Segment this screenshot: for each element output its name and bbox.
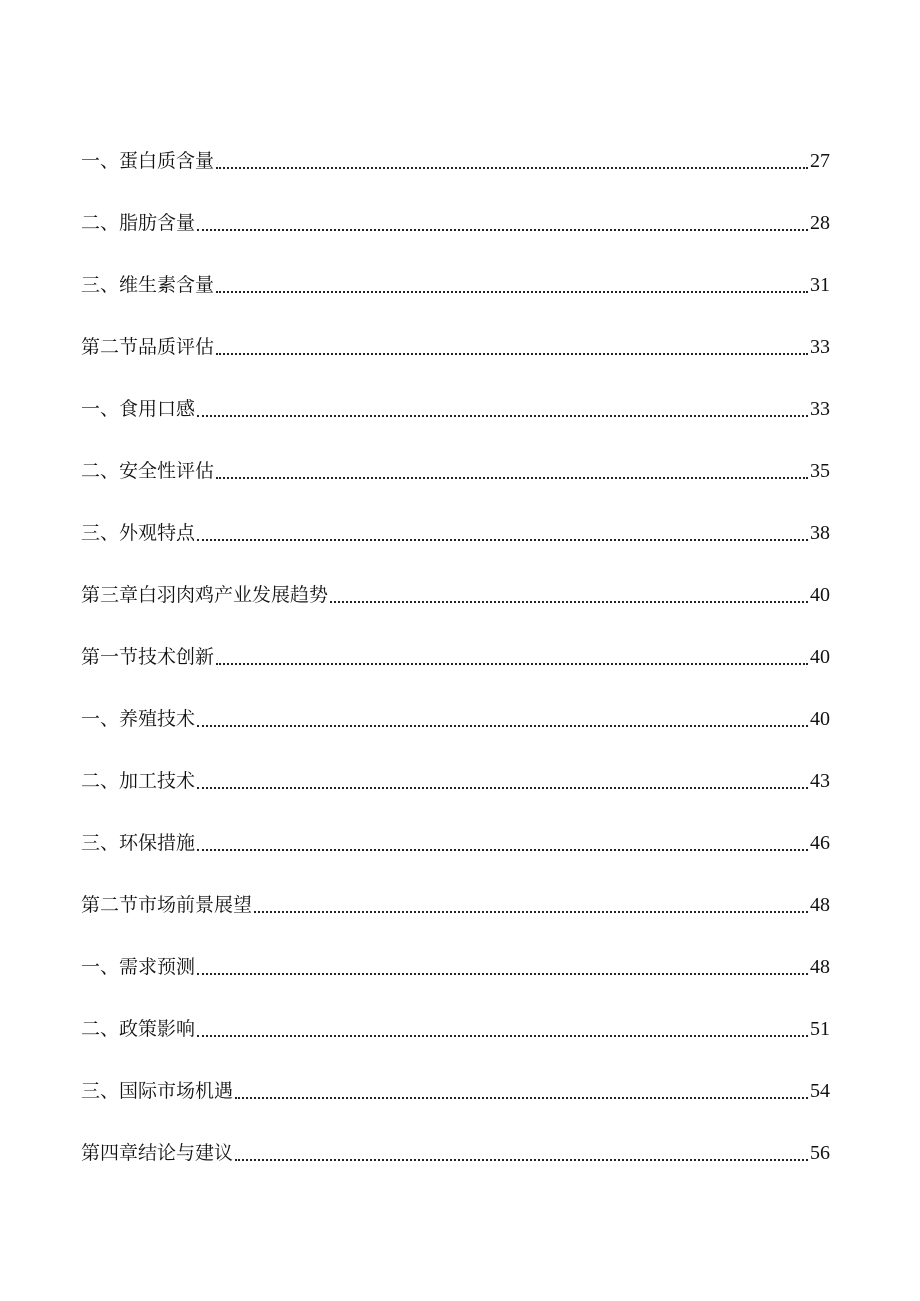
toc-entry[interactable] — [81, 428, 830, 490]
toc-entry[interactable] — [81, 924, 830, 986]
toc-entry-title: 第四章结论与建议 — [81, 1142, 234, 1164]
toc-page-number: 33 — [810, 336, 830, 358]
toc-entry-title: 第二节品质评估 — [81, 336, 215, 358]
toc-page-number: 35 — [810, 460, 830, 482]
toc-dot-leader — [197, 539, 808, 541]
toc-dot-leader — [216, 477, 808, 479]
toc-page-number: 48 — [810, 956, 830, 978]
toc-entry[interactable] — [81, 366, 830, 428]
toc-entry-title: 第三章白羽肉鸡产业发展趋势 — [81, 584, 329, 606]
toc-dot-leader — [216, 291, 808, 293]
toc-page-number: 33 — [810, 398, 830, 420]
toc-entry[interactable] — [81, 118, 830, 180]
toc-entry[interactable] — [81, 1048, 830, 1110]
toc-entry[interactable] — [81, 180, 830, 242]
toc-dot-leader — [216, 353, 808, 355]
toc-page-number: 27 — [810, 150, 830, 172]
toc-page-number: 28 — [810, 212, 830, 234]
toc-entry-title: 第二节市场前景展望 — [81, 894, 253, 916]
toc-dot-leader — [235, 1159, 808, 1161]
toc-dot-leader — [197, 849, 808, 851]
toc-page-number: 40 — [810, 584, 830, 606]
toc-entry-title: 三、环保措施 — [81, 832, 196, 854]
table-of-contents — [81, 118, 830, 1172]
toc-entry-title: 一、蛋白质含量 — [81, 150, 215, 172]
toc-entry-title: 二、政策影响 — [81, 1018, 196, 1040]
toc-entry[interactable] — [81, 614, 830, 676]
toc-entry-title: 三、维生素含量 — [81, 274, 215, 296]
toc-dot-leader — [216, 663, 808, 665]
toc-page-number: 46 — [810, 832, 830, 854]
toc-entry-title: 三、国际市场机遇 — [81, 1080, 234, 1102]
toc-entry[interactable] — [81, 862, 830, 924]
toc-dot-leader — [197, 229, 808, 231]
toc-dot-leader — [330, 601, 808, 603]
toc-entry[interactable] — [81, 552, 830, 614]
toc-page-number: 31 — [810, 274, 830, 296]
toc-page-number: 40 — [810, 708, 830, 730]
toc-page-number: 43 — [810, 770, 830, 792]
toc-dot-leader — [254, 911, 808, 913]
toc-dot-leader — [197, 787, 808, 789]
toc-dot-leader — [197, 725, 808, 727]
toc-dot-leader — [197, 1035, 808, 1037]
toc-page-number: 56 — [810, 1142, 830, 1164]
toc-dot-leader — [216, 167, 808, 169]
toc-entry[interactable] — [81, 242, 830, 304]
toc-entry-title: 一、养殖技术 — [81, 708, 196, 730]
toc-entry-title: 三、外观特点 — [81, 522, 196, 544]
toc-entry[interactable] — [81, 986, 830, 1048]
toc-dot-leader — [235, 1097, 808, 1099]
toc-page-number: 51 — [810, 1018, 830, 1040]
toc-entry[interactable] — [81, 676, 830, 738]
toc-entry-title: 二、加工技术 — [81, 770, 196, 792]
toc-entry-title: 二、脂肪含量 — [81, 212, 196, 234]
toc-page-number: 54 — [810, 1080, 830, 1102]
toc-entry-title: 第一节技术创新 — [81, 646, 215, 668]
toc-entry[interactable] — [81, 800, 830, 862]
toc-entry-title: 一、需求预测 — [81, 956, 196, 978]
toc-entry[interactable] — [81, 1110, 830, 1172]
toc-dot-leader — [197, 415, 808, 417]
toc-entry-title: 二、安全性评估 — [81, 460, 215, 482]
toc-page-number: 38 — [810, 522, 830, 544]
toc-entry-title: 一、食用口感 — [81, 398, 196, 420]
toc-entry[interactable] — [81, 304, 830, 366]
toc-page-number: 48 — [810, 894, 830, 916]
toc-dot-leader — [197, 973, 808, 975]
toc-entry[interactable] — [81, 490, 830, 552]
toc-entry[interactable] — [81, 738, 830, 800]
toc-page-number: 40 — [810, 646, 830, 668]
